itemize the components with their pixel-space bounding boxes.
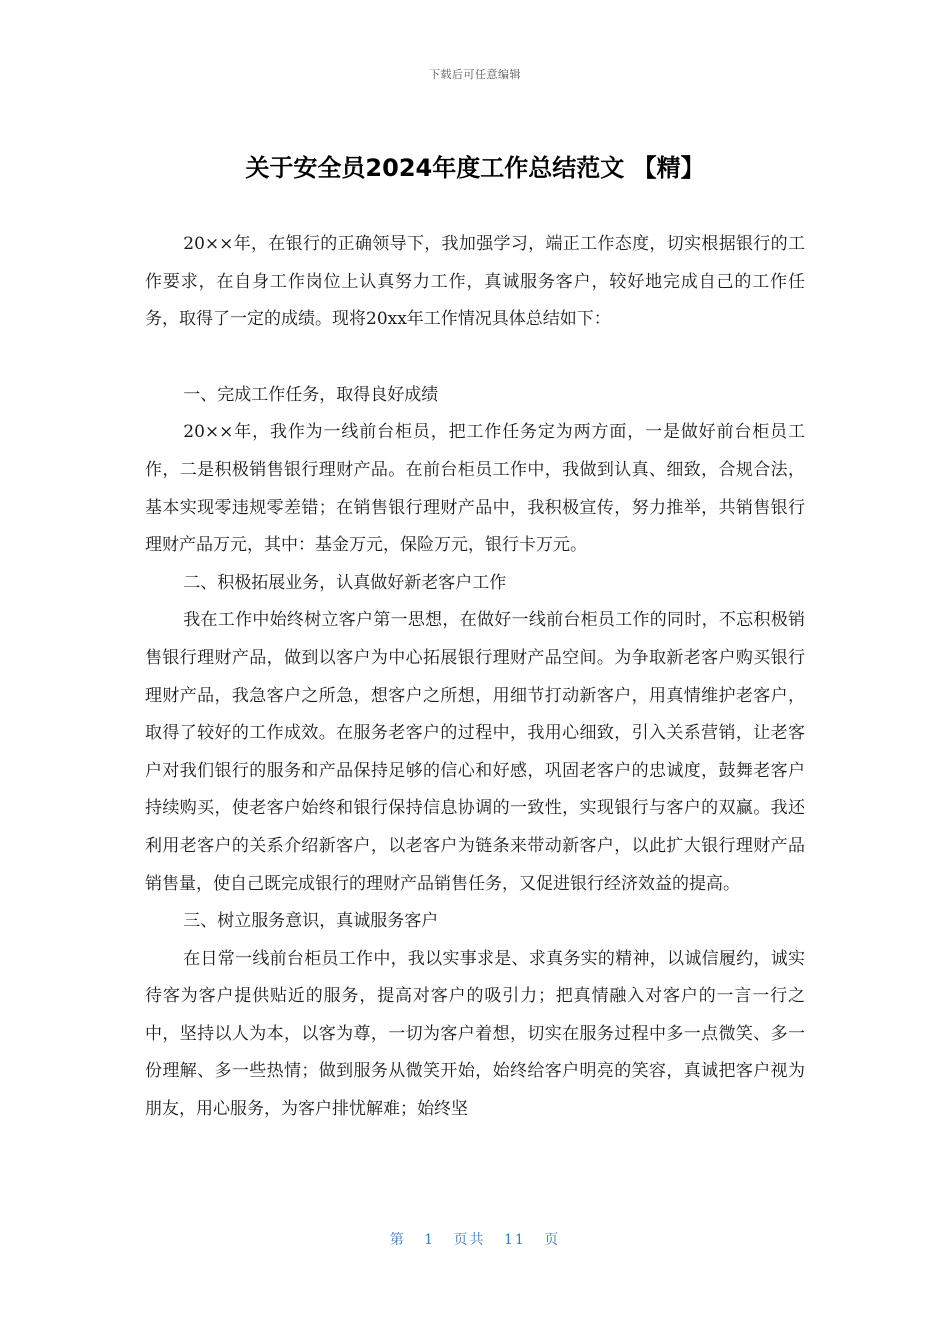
page-number-footer: 第 1 页共 11 页 (389, 1232, 561, 1248)
intro-paragraph: 20××年，在银行的正确领导下，我加强学习，端正工作态度，切实根据银行的工作要求，在自身工作岗位上认真努力工作，真诚服务客户，较好地完成自己的工作任务，取得了一定的成绩。现将20xx年工作情况具体总结如下： (145, 234, 805, 330)
body-paragraph: 20××年，我作为一线前台柜员，把工作任务定为两方面，一是做好前台柜员工作，二是积极销售银行理财产品。在前台柜员工作中，我做到认真、细致，合规合法，基本实现零违规零差错；在销售银行理财产品中，我积极宣传，努力推举，共销售银行理财产品万元，其中：基金万元，保险万元，银行卡万元。 (145, 422, 805, 556)
body-paragraph: 在日常一线前台柜员工作中，我以实事求是、求真务实的精神，以诚信履约，诚实待客为客户提供贴近的服务，提高对客户的吸引力；把真情融入对客户的一言一行之中，坚持以人为本，以客为尊，一切为客户着想，切实在服务过程中多一点微笑、多一份理解、多一些热情；做到服务从微笑开始，始终给客户明亮的笑容，真诚把客户视为朋友，用心服务，为客户排忧解难；始终坚 (145, 948, 805, 1120)
document-body (145, 226, 805, 1129)
body-paragraph: 我在工作中始终树立客户第一思想，在做好一线前台柜员工作的同时，不忘积极销售银行理财产品，做到以客户为中心拓展银行理财产品空间。为争取新老客户购买银行理财产品，我急客户之所急，想客户之所想，用细节打动新客户，用真情维护老客户，取得了较好的工作成效。在服务老客户的过程中，我用心细致，引入关系营销，让老客户对我们银行的服务和产品保持足够的信心和好感，巩固老客户的忠诚度，鼓舞老客户持续购买，使老客户始终和银行保持信息协调的一致性，实现银行与客户的双赢。我还利用老客户的关系介绍新客户，以老客户为链条来带动新客户，以此扩大银行理财产品销售量，使自己既完成银行的理财产品销售任务，又促进银行经济效益的提高。 (145, 610, 805, 894)
page-header-note: 下载后可任意编辑 (429, 68, 521, 81)
section-heading-2: 二、积极拓展业务，认真做好新老客户工作 (183, 572, 507, 593)
document-title: 关于安全员2024年度工作总结范文 【精】 (245, 154, 705, 182)
section-heading-1: 一、完成工作任务，取得良好成绩 (183, 384, 439, 405)
section-heading-3: 三、树立服务意识，真诚服务客户 (183, 911, 439, 932)
